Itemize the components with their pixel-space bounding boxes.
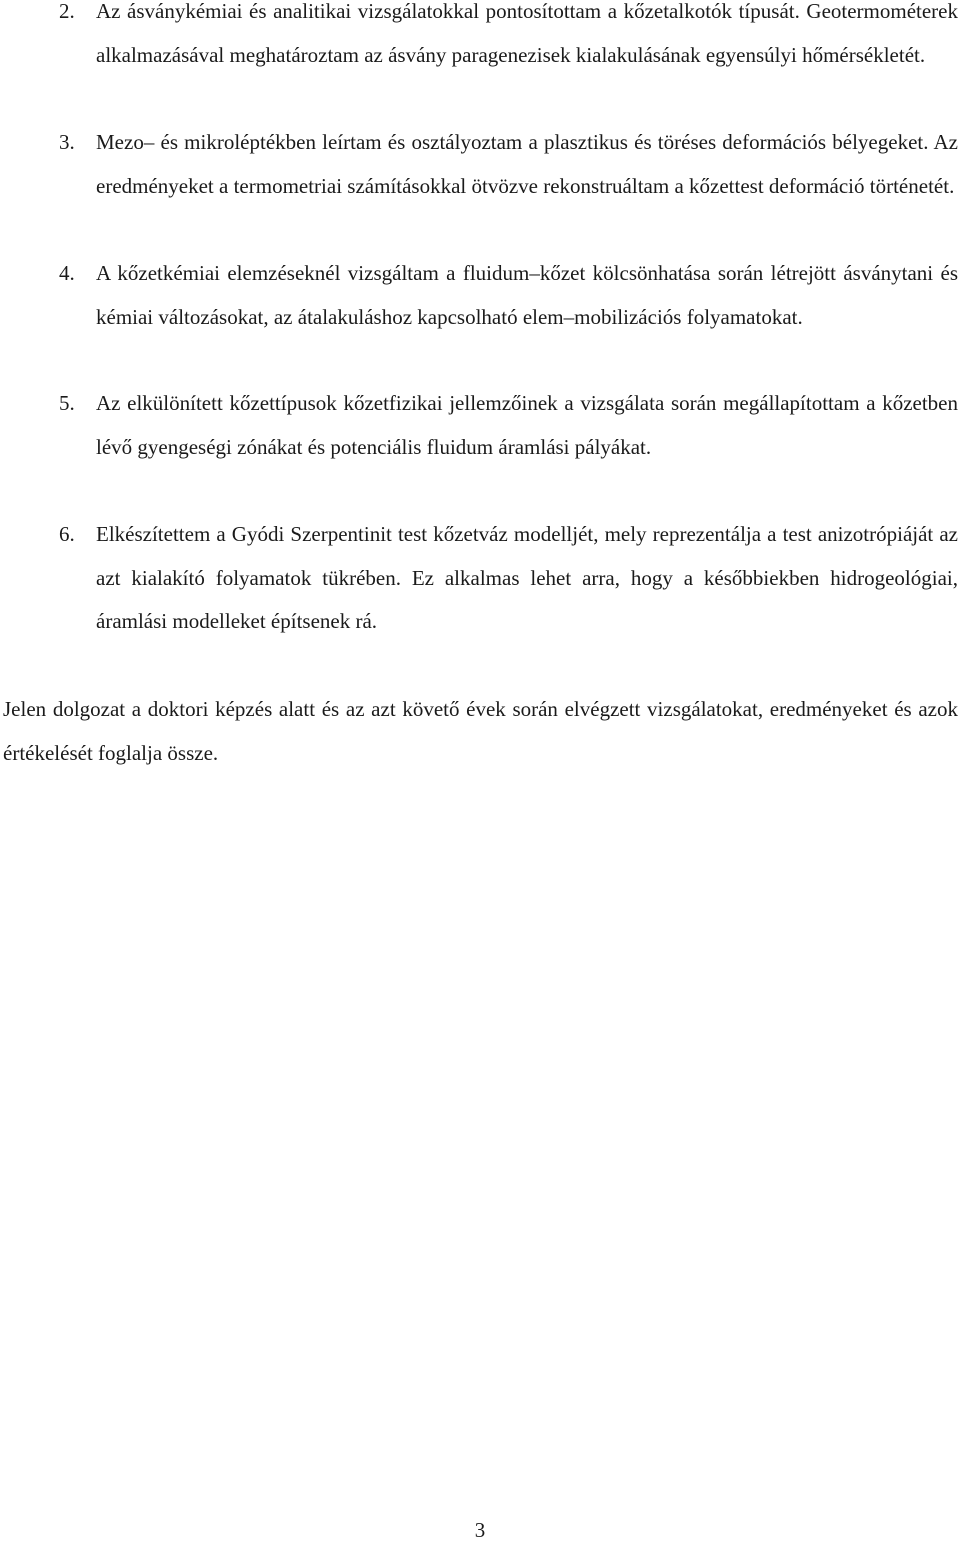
list-item-text: Mezo– és mikroléptékben leírtam és osztályoztam a plasztikus és töréses deformációs bélyegeket. Az eredményeket a termometriai számításokkal ötvözve rekonstruáltam a kőzettest deformáció történetét. (96, 130, 958, 198)
list-item-number: 3. (59, 130, 75, 154)
list-item-number: 5. (59, 391, 75, 415)
list-item-text: A kőzetkémiai elemzéseknél vizsgáltam a fluidum–kőzet kölcsönhatása során létrejött ásványtani és kémiai változásokat, az átalakuláshoz kapcsolható elem–mobilizációs folyamatokat. (96, 261, 958, 329)
list-item-number: 4. (59, 261, 75, 285)
page-number: 3 (474, 1518, 486, 1542)
list-item-number: 6. (59, 522, 75, 546)
list-item-text: Az elkülönített kőzettípusok kőzetfizikai jellemzőinek a vizsgálata során megállapítottam a kőzetben lévő gyengeségi zónákat és potenciális fluidum áramlási pályákat. (96, 391, 958, 459)
list-item-text: Elkészítettem a Gyódi Szerpentinit test kőzetváz modelljét, mely reprezentálja a test anizotrópiáját az azt kialakító folyamatok tükrében. Ez alkalmas lehet arra, hogy a későbbiekben hidrogeológiai, áramlási modelleket építsenek rá. (96, 522, 958, 634)
list-item-number: 2. (59, 0, 75, 23)
closing-paragraph: Jelen dolgozat a doktori képzés alatt és az azt követő évek során elvégzett vizsgálatokat, eredményeket és azok értékelését foglalja össze. (3, 697, 958, 765)
list-item-text: Az ásványkémiai és analitikai vizsgálatokkal pontosítottam a kőzetalkotók típusát. Geotermométerek alkalmazásával meghatároztam az ásvány paragenezisek kialakulásának egyensúlyi hőmérsékletét. (96, 0, 958, 67)
